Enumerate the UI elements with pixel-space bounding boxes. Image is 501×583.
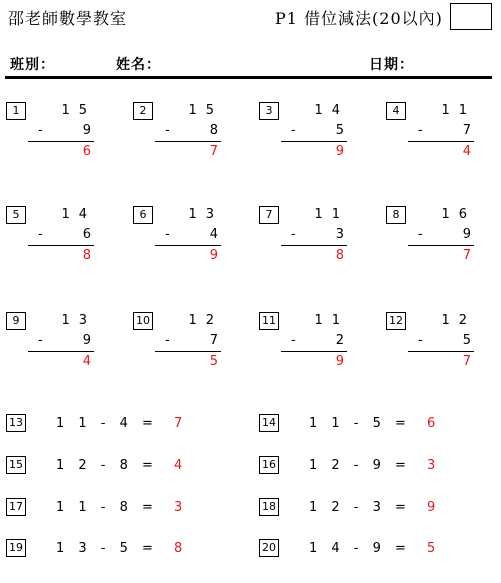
answer[interactable]: 9 [335, 144, 344, 159]
equation: 1 3 - 5 = [56, 541, 156, 556]
minuend: 12 [188, 313, 223, 328]
vertical-problem [259, 206, 349, 276]
equation: 1 2 - 9 = [309, 458, 409, 473]
problem-number: 1 [6, 102, 26, 120]
problem-number: 3 [259, 102, 279, 120]
vertical-problem [6, 312, 96, 382]
answer[interactable]: 9 [335, 354, 344, 369]
answer-line [408, 141, 474, 142]
subtrahend: 9 [462, 227, 471, 242]
minus-sign: - [38, 333, 43, 348]
answer[interactable]: 5 [209, 354, 218, 369]
minus-sign: - [418, 227, 423, 242]
vertical-problem [386, 102, 476, 172]
subtrahend: 9 [82, 123, 91, 138]
subtrahend: 7 [209, 333, 218, 348]
minus-sign: - [165, 227, 170, 242]
answer-line [408, 351, 474, 352]
minuend: 15 [61, 103, 96, 118]
problem-number: 12 [386, 312, 406, 330]
problem-number: 5 [6, 206, 26, 224]
problem-number: 6 [133, 206, 153, 224]
answer-line [28, 245, 94, 246]
answer[interactable]: 3 [427, 458, 436, 473]
subtrahend: 3 [335, 227, 344, 242]
problem-number: 16 [259, 456, 279, 474]
answer-line [408, 245, 474, 246]
minuend: 13 [61, 313, 96, 328]
answer[interactable]: 8 [335, 248, 344, 263]
minus-sign: - [38, 227, 43, 242]
minuend: 13 [188, 207, 223, 222]
minus-sign: - [165, 123, 170, 138]
minuend: 11 [314, 313, 349, 328]
minuend: 16 [441, 207, 476, 222]
answer[interactable]: 4 [82, 354, 91, 369]
problem-number: 18 [259, 498, 279, 516]
answer[interactable]: 5 [427, 541, 436, 556]
equation: 1 4 - 9 = [309, 541, 409, 556]
answer[interactable]: 9 [427, 500, 436, 515]
vertical-problem [133, 312, 223, 382]
problem-number: 8 [386, 206, 406, 224]
answer[interactable]: 9 [209, 248, 218, 263]
answer[interactable]: 3 [174, 500, 183, 515]
name-label: 姓名： [116, 57, 161, 73]
minus-sign: - [165, 333, 170, 348]
problem-number: 10 [133, 312, 153, 330]
equation: 1 1 - 4 = [56, 416, 156, 431]
minus-sign: - [291, 123, 296, 138]
answer[interactable]: 4 [174, 458, 183, 473]
equation: 1 1 - 5 = [309, 416, 409, 431]
answer-line [155, 245, 221, 246]
vertical-problem [259, 312, 349, 382]
minus-sign: - [38, 123, 43, 138]
vertical-problem [6, 206, 96, 276]
answer[interactable]: 7 [209, 144, 218, 159]
worksheet-title: P1 借位減法(20以內) [275, 9, 443, 28]
equation: 1 1 - 8 = [56, 500, 156, 515]
answer[interactable]: 7 [462, 248, 471, 263]
answer[interactable]: 6 [82, 144, 91, 159]
problem-number: 20 [259, 539, 279, 557]
vertical-problem [386, 312, 476, 382]
answer-line [28, 141, 94, 142]
score-box[interactable] [450, 3, 492, 30]
date-label: 日期： [369, 57, 414, 73]
subtrahend: 6 [82, 227, 91, 242]
vertical-problem [133, 206, 223, 276]
problem-number: 14 [259, 414, 279, 432]
vertical-problem [6, 102, 96, 172]
answer[interactable]: 7 [174, 416, 183, 431]
minuend: 11 [441, 103, 476, 118]
vertical-problem [133, 102, 223, 172]
header-divider [5, 76, 492, 79]
minuend: 14 [61, 207, 96, 222]
problem-number: 15 [6, 456, 26, 474]
problem-number: 2 [133, 102, 153, 120]
subtrahend: 7 [462, 123, 471, 138]
minuend: 11 [314, 207, 349, 222]
subtrahend: 9 [82, 333, 91, 348]
minus-sign: - [418, 333, 423, 348]
problem-number: 13 [6, 414, 26, 432]
problem-number: 9 [6, 312, 26, 330]
vertical-problem [259, 102, 349, 172]
school-title: 邵老師數學教室 [8, 9, 128, 28]
subtrahend: 2 [335, 333, 344, 348]
answer-line [281, 141, 347, 142]
subtrahend: 5 [462, 333, 471, 348]
minus-sign: - [291, 227, 296, 242]
problem-number: 17 [6, 498, 26, 516]
minus-sign: - [291, 333, 296, 348]
equation: 1 2 - 8 = [56, 458, 156, 473]
answer-line [281, 351, 347, 352]
answer[interactable]: 8 [174, 541, 183, 556]
answer[interactable]: 8 [82, 248, 91, 263]
answer[interactable]: 6 [427, 416, 436, 431]
problem-number: 4 [386, 102, 406, 120]
minuend: 12 [441, 313, 476, 328]
minus-sign: - [418, 123, 423, 138]
subtrahend: 5 [335, 123, 344, 138]
problem-number: 11 [259, 312, 279, 330]
answer[interactable]: 4 [462, 144, 471, 159]
equation: 1 2 - 3 = [309, 500, 409, 515]
answer-line [155, 141, 221, 142]
answer[interactable]: 7 [462, 354, 471, 369]
subtrahend: 8 [209, 123, 218, 138]
answer-line [28, 351, 94, 352]
problem-number: 7 [259, 206, 279, 224]
answer-line [155, 351, 221, 352]
problem-number: 19 [6, 539, 26, 557]
subtrahend: 4 [209, 227, 218, 242]
minuend: 14 [314, 103, 349, 118]
vertical-problem [386, 206, 476, 276]
answer-line [281, 245, 347, 246]
class-label: 班別： [10, 57, 55, 73]
minuend: 15 [188, 103, 223, 118]
